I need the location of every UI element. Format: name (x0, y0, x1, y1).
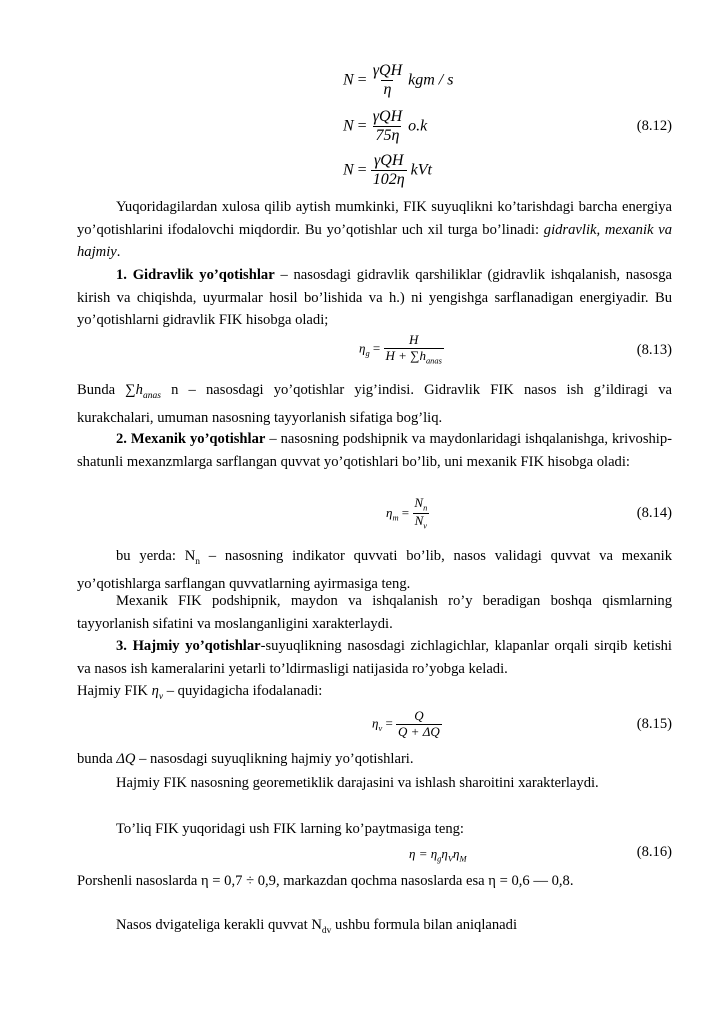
formula-volumetric-efficiency: $\eta_v$ = $\frac{Q}{Q + \Delta Q}$ (372, 708, 440, 739)
formula-power-kw: N = $\frac{\text{γQH}}{102\eta}$ kVt (343, 152, 432, 189)
paragraph-mechanical-efficiency-note: Mexanik FIK podshipnik, maydon va ishqalanish ro’y beradigan boshqa qismlarning tayyorlanish sifatini va moslanganligini xarakterlaydi. (77, 593, 672, 632)
formula-hydraulic-efficiency: $\eta_g$ = $\frac{H}{H + \sum h_{anas}}$ (359, 332, 442, 366)
paragraph-volumetric-efficiency-note: Hajmiy FIK nasosning georemetiklik darajasini va ishlash sharoitini xarakterlaydi. (116, 775, 599, 791)
paragraph-efficiency-ranges: Porshenli nasoslarda η = 0,7 ÷ 0,9, markazdan qochma nasoslarda esa η = 0,6 — 0,8. (77, 873, 574, 889)
equation-number-8-14: (8.14) (636, 505, 672, 521)
paragraph-volumetric-efficiency-intro: Hajmiy FIK $\eta_v$ – quyidagicha ifodalanadi: (77, 683, 323, 702)
paragraph-volumetric-losses: 3. Hajmiy yo’qotishlar-suyuqlikning nasosdagi zichlagichlar, klapanlar orqali sirqib ketishi va nasos ish kameralarini yetarli to’ldirmasligi natijasida ro’yobga keladi. (77, 638, 672, 677)
equation-number-8-13: (8.13) (636, 342, 672, 358)
formula-total-efficiency: $\eta = \eta_g\eta_V\eta_M$ (409, 846, 467, 864)
formula-power-hp: N = $\frac{\text{γQH}}{75\eta}$ o.k (343, 108, 428, 145)
paragraph-summary: Yuqoridagilardan xulosa qilib aytish mumkinki, FIK suyuqlikni ko’tarishdagi barcha energiya yo’qotishlarini ifodalovchi miqdordir. Bu yo’qotishlar uch xil turga bo’linadi: gidravlik, mexanik va hajmiy. (77, 199, 672, 260)
paragraph-losses-sum: Bunda $\sum h_{anas}$ n – nasosdagi yo’qotishlar yig’indisi. Gidravlik FIK nasos ish g’ildiragi va kurakchalari, umuman nasosning tayyorlanish sifatiga bog’liq. (77, 382, 672, 427)
paragraph-hydraulic-losses: 1. Gidravlik yo’qotishlar – nasosdagi gidravlik qarshiliklar (gidravlik ishqalanish, nasosga kirish va chiqishda, uyurmalar hosil bo’lishida va h.) ni yengishga sarflanadigan energiyadir. Bu yo’qotishlarni gidravlik FIK hisobga oladi; (77, 267, 673, 328)
equation-number-8-16: (8.16) (636, 844, 672, 860)
formula-mechanical-efficiency: $\eta_m$ = $\frac{N_n}{N_v}$ (386, 495, 428, 531)
paragraph-motor-power: Nasos dvigateliga kerakli quvvat $N_{dv}$ ushbu formula bilan aniqlanadi (116, 917, 517, 936)
equation-number-8-12: (8.12) (636, 118, 672, 134)
formula-power-kgm: N = $\frac{\text{γQH}}{\eta}$ kgm / s (343, 62, 454, 99)
paragraph-mechanical-losses: 2. Mexanik yo’qotishlar – nasosning podshipnik va maydonlaridagi ishqalanishga, krivoship-shatunli mexanzmlarga sarflangan quvvat yo’qotishlari bo’lib, uni mexanik FIK hisobga oladi: (77, 431, 673, 470)
paragraph-indicator-power: bu yerda: $N_n$ – nasosning indikator quvvati bo’lib, nasos validagi quvvat va mexanik yo’qotishlarga sarflangan quvvatlarning ayirmasiga teng. (77, 548, 672, 593)
paragraph-volumetric-loss-definition: bunda ΔQ – nasosdagi suyuqlikning hajmiy yo’qotishlari. (77, 751, 414, 767)
equation-number-8-15: (8.15) (636, 716, 672, 732)
paragraph-total-efficiency: To’liq FIK yuqoridagi ush FIK larning ko’paytmasiga teng: (116, 821, 464, 837)
